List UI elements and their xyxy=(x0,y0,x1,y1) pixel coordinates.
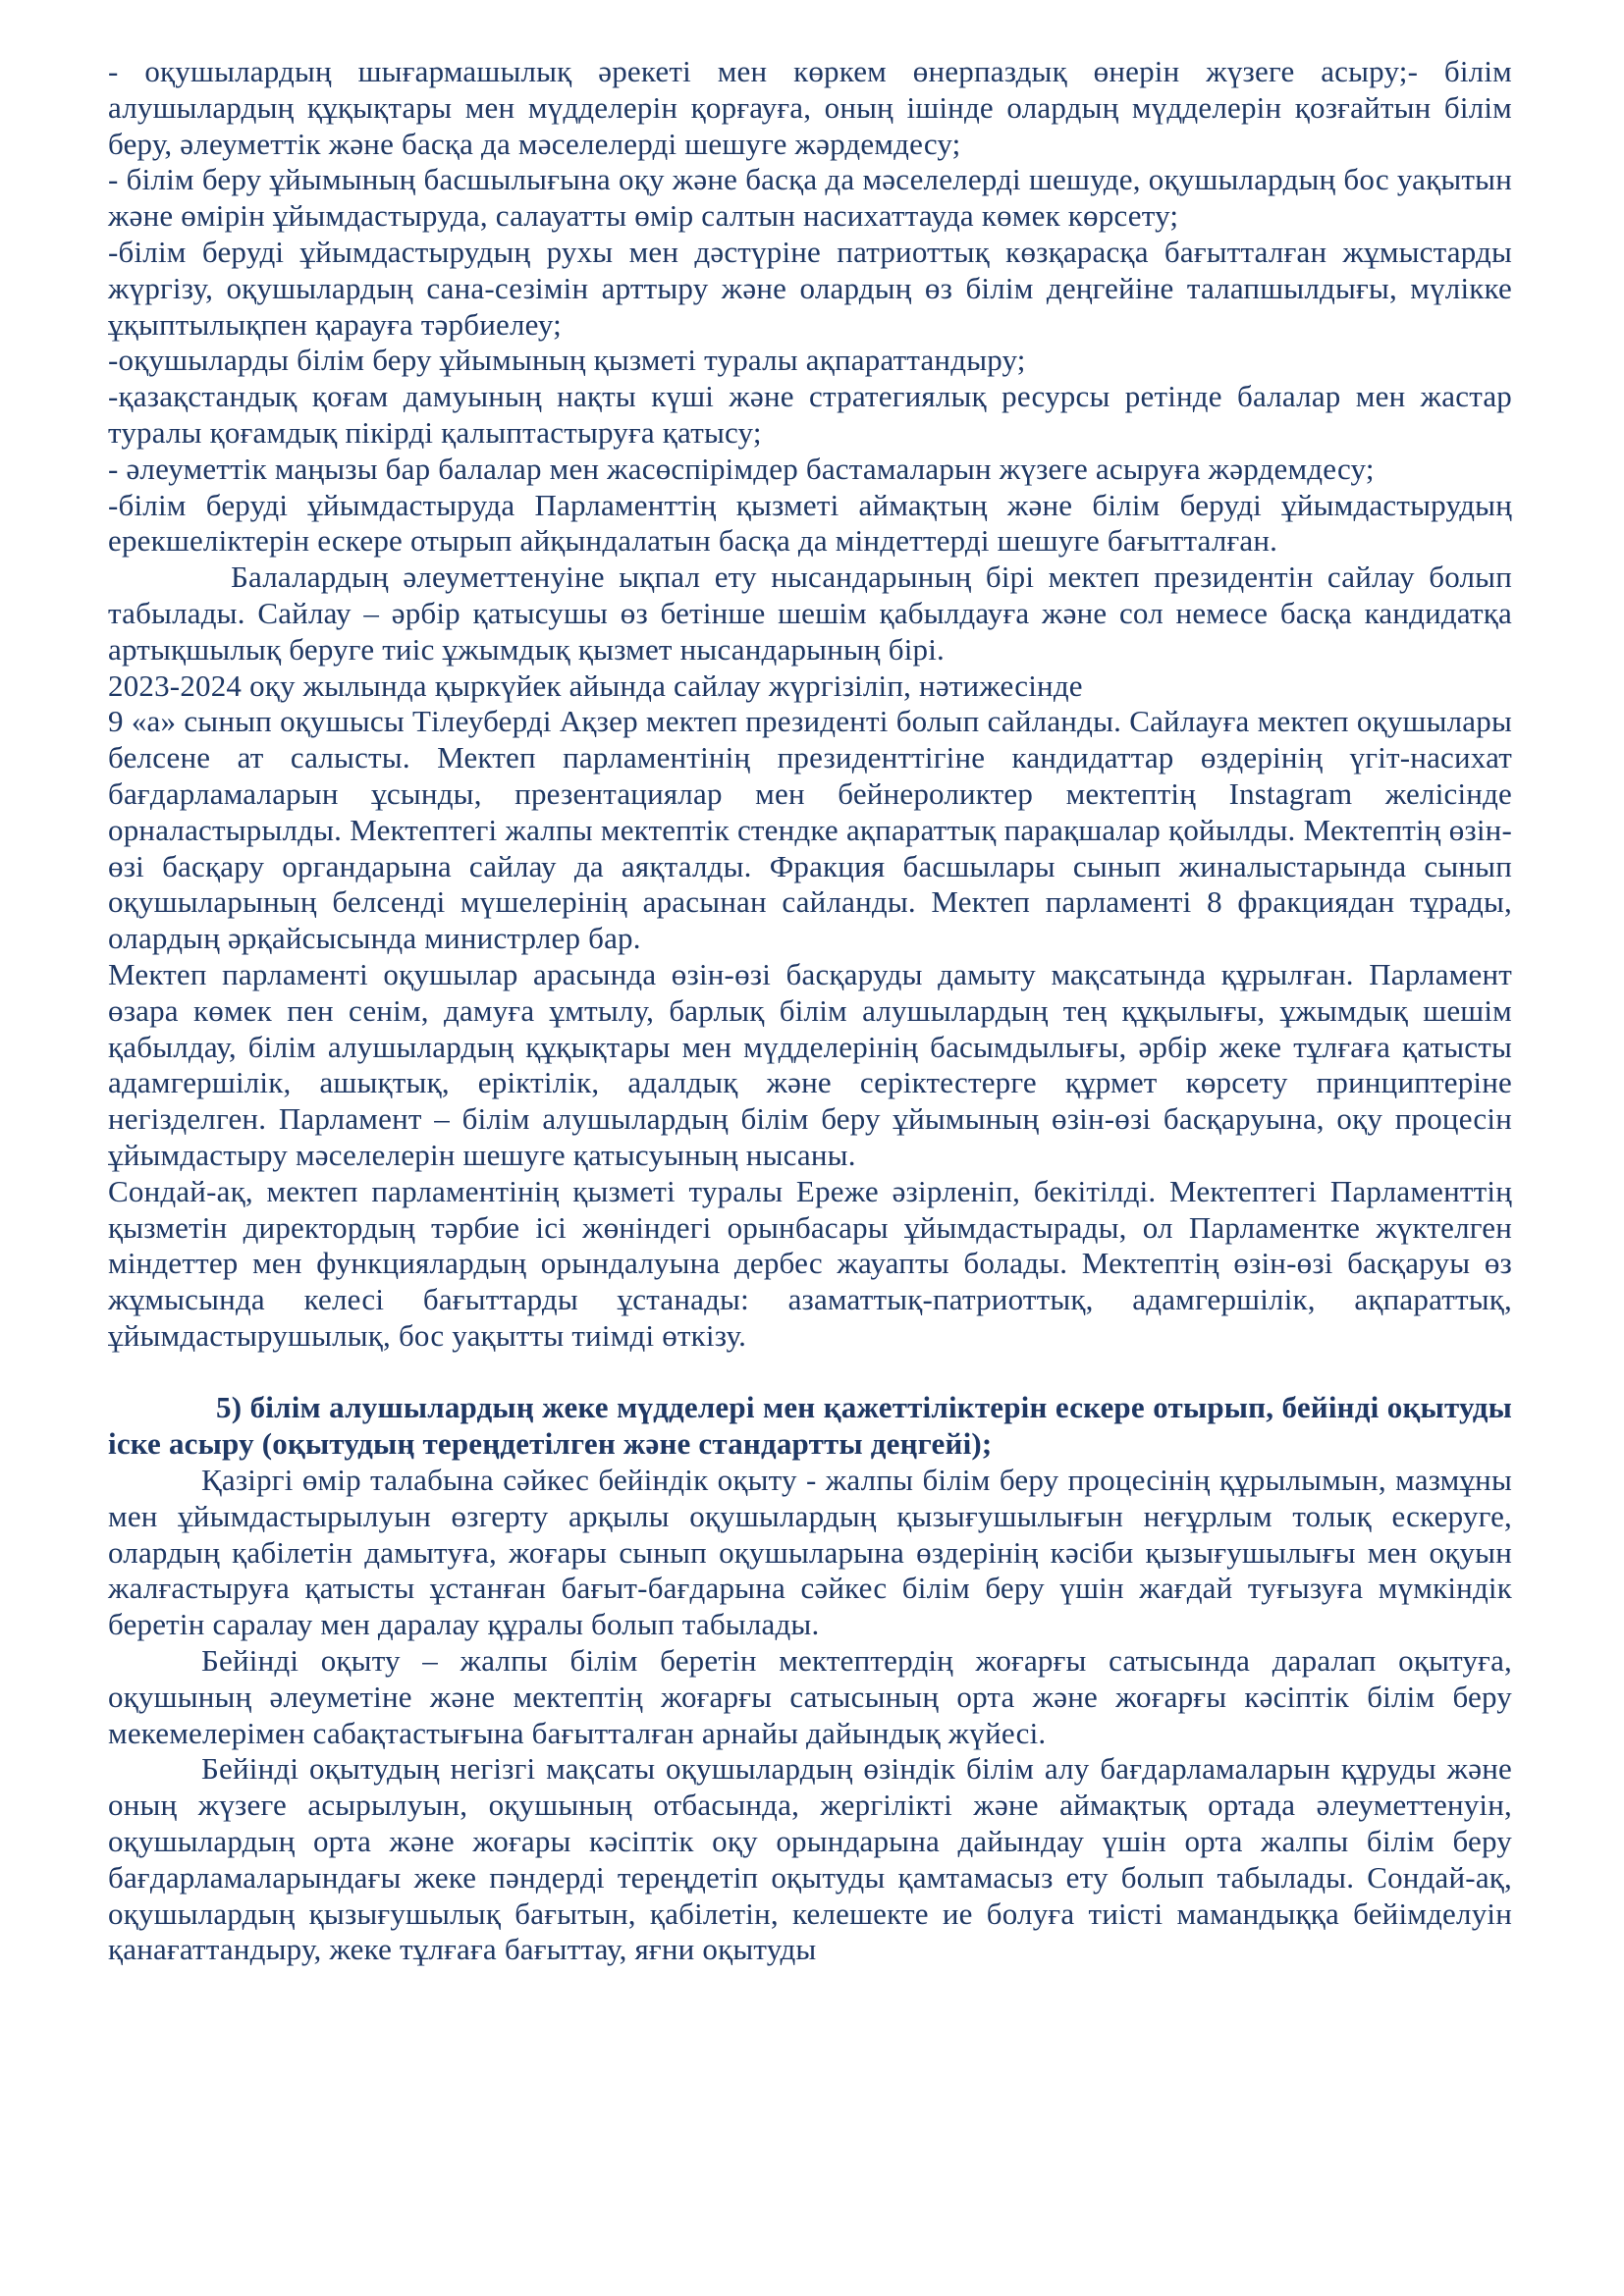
blank-line xyxy=(108,1355,1512,1391)
document-body xyxy=(108,54,1512,1968)
paragraph: - әлеуметтік маңызы бар балалар мен жасөспірімдер бастамаларын жүзеге асыруға жәрдемдесу; xyxy=(108,451,1375,486)
paragraph: Қазіргі өмір талабына сәйкес бейіндік оқыту - жалпы білім беру процесінің құрылымын, мазмұны мен ұйымдастырылуын өзгерту арқылы оқушылардың қызығушылығын неғұрлым толық ескеруге, олардың қабілетін дамытуға, жоғары сынып оқушыларына өздерінің кәсіби қызығушылығы мен оқуын жалғастыруға қатысты ұстанған бағыт-бағдарына сәйкес білім беру үшін жағдай туғызуға мүмкіндік беретін саралау мен даралау құралы болып табылады. xyxy=(108,1463,1512,1642)
paragraph: - білім беру ұйымының басшылығына оқу және басқа да мәселелерді шешуде, оқушылардың бос уақытын және өмірін ұйымдастыруда, салауатты өмір салтын насихаттауда көмек көрсету; xyxy=(108,162,1512,234)
paragraph: Балалардың әлеуметтенуіне ықпал ету нысандарының бірі мектеп президентін сайлау болып табылады. Сайлау – әрбір қатысушы өз бетінше шешім қабылдауға және сол немесе басқа кандидатқа артықшылық беруге тиіс ұжымдық қызмет нысандарының бірі. xyxy=(108,560,1512,667)
paragraph: 9 «а» сынып оқушысы Тілеуберді Ақзер мектеп президенті болып сайланды. Сайлауға мектеп оқушылары белсене ат салысты. Мектеп парламентінің президенттігіне кандидаттар өздерінің үгіт-насихат бағдарламаларын ұсынды, презентациялар мен бейнероликтер мектептің Instagram желісінде орналастырылды. Мектептегі жалпы мектептік стендке ақпараттық парақшалар қойылды. Мектептің өзін-өзі басқару органдарына сайлау да аяқталды. Фракция басшылары сынып жиналыстарында сынып оқушыларының белсенді мүшелерінің арасынан сайланды. Мектеп парламенті 8 фракциядан тұрады, олардың әрқайсысында министрлер бар. xyxy=(108,704,1512,956)
paragraph: Мектеп парламенті оқушылар арасында өзін-өзі басқаруды дамыту мақсатында құрылған. Парламент өзара көмек пен сенім, дамуға ұмтылу, барлық білім алушылардың тең құқылығы, ұжымдық шешім қабылдау, білім алушылардың құқықтары мен мүдделерінің басымдылығы, әрбір жеке тұлғаға қатысты адамгершілік, ашықтық, еріктілік, адалдық және серіктестерге құрмет көрсету принциптеріне негізделген. Парламент – білім алушылардың білім беру ұйымының өзін-өзі басқаруына, оқу процесін ұйымдастыру мәселелерін шешуге қатысуының нысаны. xyxy=(108,956,1512,1172)
paragraph: Сондай-ақ, мектеп парламентінің қызметі туралы Ереже әзірленіп, бекітілді. Мектептегі Парламенттің қызметін директордың тәрбие ісі жөніндегі орынбасары ұйымдастырады, ол Парламентке жүктелген міндеттер мен функциялардың орындалуына дербес жауапты болады. Мектептің өзін-өзі басқаруы өз жұмысында келесі бағыттарды ұстанады: азаматтық-патриоттық, адамгершілік, ақпараттық, ұйымдастырушылық, бос уақытты тиімді өткізу. xyxy=(108,1173,1512,1353)
paragraph: Бейінді оқытудың негізгі мақсаты оқушылардың өзіндік білім алу бағдарламаларын құруды және оның жүзеге асырылуын, оқушының отбасында, жергілікті және аймақтық ортада әлеуметтенуін, оқушылардың орта және жоғары кәсіптік оқу орындарына дайындау үшін орта жалпы білім беру бағдарламаларындағы жеке пәндерді тереңдетіп оқытуды қамтамасыз ету болып табылады. Сондай-ақ, оқушылардың қызығушылық бағытын, қабілетін, келешекте ие болуға тиісті мамандыққа бейімделуін қанағаттандыру, жеке тұлғаға бағыттау, яғни оқытуды xyxy=(108,1751,1512,1967)
paragraph: Бейінді оқыту – жалпы білім беретін мектептердің жоғарғы сатысында даралап оқытуға, оқушының әлеуметіне және мектептің жоғарғы сатысының орта және жоғарғы кәсіптік білім беру мекемелерімен сабақтастығына бағытталған арнайы дайындық жүйесі. xyxy=(108,1643,1512,1750)
section-heading: 5) білім алушылардың жеке мүдделері мен қажеттіліктерін ескере отырып, бейінді оқытуды іске асыру (оқытудың тереңдетілген және стандартты деңгейі); xyxy=(108,1390,1512,1462)
paragraph: -қазақстандық қоғам дамуының нақты күші және стратегиялық ресурсы ретінде балалар мен жастар туралы қоғамдық пікірді қалыптастыруға қатысу; xyxy=(108,379,1512,450)
paragraph: 2023-2024 оқу жылында қыркүйек айында сайлау жүргізіліп, нәтижесінде xyxy=(108,667,1083,703)
paragraph: - оқушылардың шығармашылық әрекеті мен көркем өнерпаздық өнерін жүзеге асыру;- білім алушылардың құқықтары мен мүдделерін қорғауға, оның ішінде олардың мүдделерін қозғайтын білім беру, әлеуметтік және басқа да мәселелерді шешуге жәрдемдесу; xyxy=(108,54,1512,161)
paragraph: -білім беруді ұйымдастыруда Парламенттің қызметі аймақтың және білім беруді ұйымдастырудың ерекшеліктерін ескере отырып айқындалатын басқа да міндеттерді шешуге бағытталған. xyxy=(108,487,1512,559)
paragraph: -оқушыларды білім беру ұйымының қызметі туралы ақпараттандыру; xyxy=(108,343,1026,378)
paragraph: -білім беруді ұйымдастырудың рухы мен дәстүріне патриоттық көзқарасқа бағытталған жұмыстарды жүргізу, оқушылардың сана-сезімін арттыру және олардың өз білім деңгейіне талапшылдығы, мүлікке ұқыптылықпен қарауға тәрбиелеу; xyxy=(108,234,1512,342)
